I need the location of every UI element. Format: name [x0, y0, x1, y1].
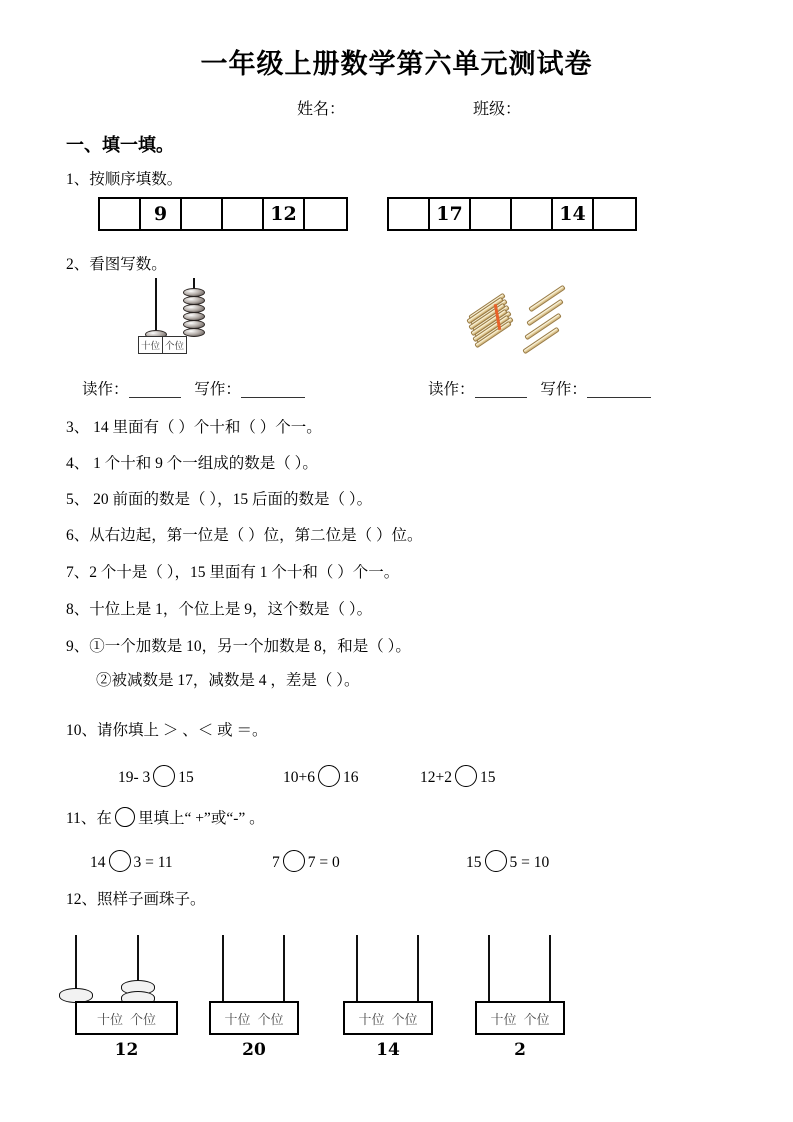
answer-circle[interactable] — [283, 850, 305, 872]
comparison-left: 10+6 — [283, 769, 315, 786]
comparison-left: 12+2 — [420, 769, 452, 786]
question-1-prompt: 1、按顺序填数。 — [66, 171, 183, 188]
read-blank[interactable] — [475, 382, 527, 398]
operator-item — [272, 850, 340, 872]
page-title: 一年级上册数学第六单元测试卷 — [200, 49, 593, 80]
abacus-wire — [549, 935, 551, 1001]
abacus-number-label: 2 — [514, 1040, 526, 1060]
sequence-cell[interactable] — [100, 199, 141, 229]
question-9-part-2: ②被减数是 17，减数是 4 ，差是（ ）。 — [96, 672, 360, 689]
abacus-frame-empty[interactable] — [343, 1001, 433, 1035]
place-value-label-box — [138, 336, 187, 354]
abacus-wire — [417, 935, 419, 1001]
tens-place-label: 十位 — [490, 1012, 517, 1028]
read-write-row-right — [428, 382, 651, 398]
ones-place-label: 个位 — [391, 1012, 418, 1028]
question-10-prompt: 10、请你填上 ＞ 、＜ 或 ＝。 — [66, 722, 268, 739]
answer-circle[interactable] — [485, 850, 507, 872]
sequence-cell[interactable]: 14 — [553, 199, 594, 229]
tens-place-label: 十位 — [96, 1012, 123, 1028]
sequence-cell[interactable]: 17 — [430, 199, 471, 229]
sequence-cell[interactable] — [182, 199, 223, 229]
abacus-illustration — [130, 278, 226, 360]
question-7: 7、2 个十是（ ），15 里面有 1 个十和（ ）个一。 — [66, 564, 400, 581]
write-label: 写作： — [540, 381, 587, 399]
comparison-item — [420, 765, 496, 787]
operator-right: 3 = 11 — [133, 854, 173, 871]
sequence-cell[interactable] — [305, 199, 346, 229]
write-blank[interactable] — [241, 382, 305, 398]
abacus-wire — [222, 935, 224, 1001]
sequence-cell[interactable]: 9 — [141, 199, 182, 229]
read-blank[interactable] — [129, 382, 181, 398]
ones-place-label: 个位 — [165, 341, 185, 352]
abacus-wire — [356, 935, 358, 1001]
ones-place-label: 个位 — [257, 1012, 284, 1028]
question-11-prompt — [66, 807, 265, 827]
tens-place-label: 十位 — [139, 337, 163, 353]
answer-circle[interactable] — [318, 765, 340, 787]
section-heading-fill-in: 一、填一填。 — [66, 135, 174, 156]
sequence-cell[interactable] — [223, 199, 264, 229]
question-9-part-1: 9、①一个加数是 10，另一个加数是 8，和是（ ）。 — [66, 638, 411, 655]
question-11-prompt-after: 里填上“ +”或“-” 。 — [137, 810, 265, 827]
abacus-number-label: 14 — [376, 1040, 400, 1060]
sequence-table-left — [98, 197, 348, 231]
question-5: 5、 20 前面的数是（ ），15 后面的数是（ ）。 — [66, 491, 373, 508]
abacus-wire — [283, 935, 285, 1001]
tens-place-label: 十位 — [358, 1012, 385, 1028]
tens-place-label: 十位 — [224, 1012, 251, 1028]
question-4: 4、 1 个十和 9 个一组成的数是（ ）。 — [66, 455, 318, 472]
abacus-wire — [488, 935, 490, 1001]
abacus-frame-example[interactable] — [75, 1001, 178, 1035]
counting-sticks-illustration — [468, 292, 578, 354]
operator-left: 15 — [466, 854, 482, 871]
abacus-number-label: 12 — [114, 1040, 139, 1060]
comparison-item — [283, 765, 359, 787]
operator-left: 14 — [90, 854, 106, 871]
abacus-number-label: 20 — [242, 1040, 266, 1060]
comparison-right: 15 — [480, 769, 496, 786]
abacus-frame-empty[interactable] — [475, 1001, 565, 1035]
sequence-cell[interactable]: 12 — [264, 199, 305, 229]
operator-right: 7 = 0 — [307, 854, 340, 871]
answer-circle[interactable] — [153, 765, 175, 787]
answer-circle[interactable] — [109, 850, 131, 872]
operator-right: 5 = 10 — [509, 854, 550, 871]
question-12-prompt: 12、照样子画珠子。 — [66, 891, 206, 908]
answer-circle[interactable] — [455, 765, 477, 787]
abacus-frame-empty[interactable] — [209, 1001, 299, 1035]
ones-place-label: 个位 — [130, 1012, 157, 1028]
ones-place-label: 个位 — [523, 1012, 550, 1028]
read-label: 读作： — [82, 381, 129, 399]
sequence-cell[interactable] — [389, 199, 430, 229]
answer-circle — [115, 807, 135, 827]
read-write-row-left — [82, 382, 305, 398]
sequence-cell[interactable] — [471, 199, 512, 229]
comparison-left: 19- 3 — [118, 769, 151, 786]
read-label: 读作： — [428, 381, 475, 399]
sequence-table-right — [387, 197, 637, 231]
operator-left: 7 — [272, 854, 280, 871]
question-2-prompt: 2、看图写数。 — [66, 256, 167, 273]
sequence-cell[interactable] — [512, 199, 553, 229]
comparison-right: 16 — [343, 769, 359, 786]
question-6: 6、从右边起，第一位是（ ）位，第二位是（ ）位。 — [66, 527, 423, 544]
question-3: 3、 14 里面有（ ）个十和（ ）个一。 — [66, 419, 322, 436]
comparison-right: 15 — [178, 769, 194, 786]
comparison-item — [118, 765, 194, 787]
operator-item — [466, 850, 549, 872]
operator-item — [90, 850, 173, 872]
student-class-label: 班级： — [473, 101, 522, 118]
write-blank[interactable] — [587, 382, 651, 398]
write-label: 写作： — [194, 381, 241, 399]
sequence-cell[interactable] — [594, 199, 635, 229]
question-8: 8、十位上是 1，个位上是 9，这个数是（ ）。 — [66, 601, 373, 618]
abacus-rod-tens — [155, 278, 157, 338]
question-11-prompt-before: 11、在 — [66, 810, 112, 827]
student-name-label: 姓名： — [297, 101, 346, 118]
